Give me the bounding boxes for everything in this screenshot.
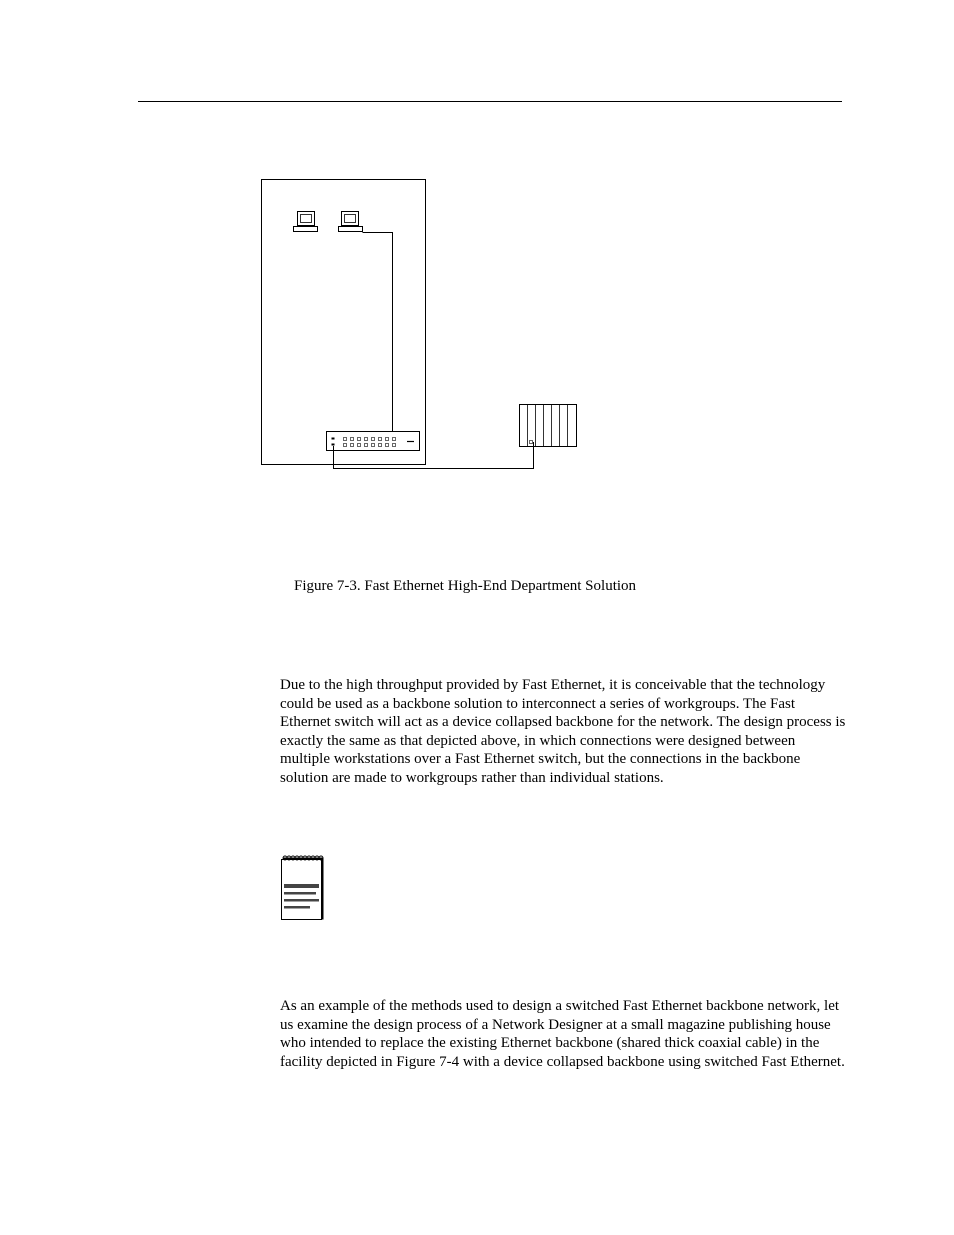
chassis-icon (520, 405, 577, 447)
header-rule (138, 101, 842, 102)
body-paragraph: Due to the high throughput provided by Fast Ethernet, it is conceivable that the technology could be used as a backbone solution to interconnect a series of workgroups. The Fast Ethernet switch will act as a device collapsed backbone for the network. The design process is exactly the same as that depicted above, in which connections were designed between multiple workstations over a Fast Ethernet switch, but the connections in the backbone solution are made to workgroups rather than individual stations. (280, 677, 846, 786)
workstation-link (363, 233, 393, 441)
workstation-icon (339, 212, 363, 232)
fast-ethernet-switch-icon (327, 432, 420, 451)
network-diagram (240, 160, 600, 490)
workstation-icon (294, 212, 318, 232)
body-paragraph: As an example of the methods used to design a switched Fast Ethernet backbone network, let us examine the design process of a Network Designer at a small magazine publishing house who intended to replace the existing Ethernet backbone (shared thick coaxial cable) in the facility depicted in Figure 7-4 with a device collapsed backbone using switched Fast Ethernet. (280, 998, 845, 1070)
notepad-icon (280, 854, 326, 922)
figure-caption: Figure 7-3. Fast Ethernet High-End Department Solution (294, 578, 637, 594)
